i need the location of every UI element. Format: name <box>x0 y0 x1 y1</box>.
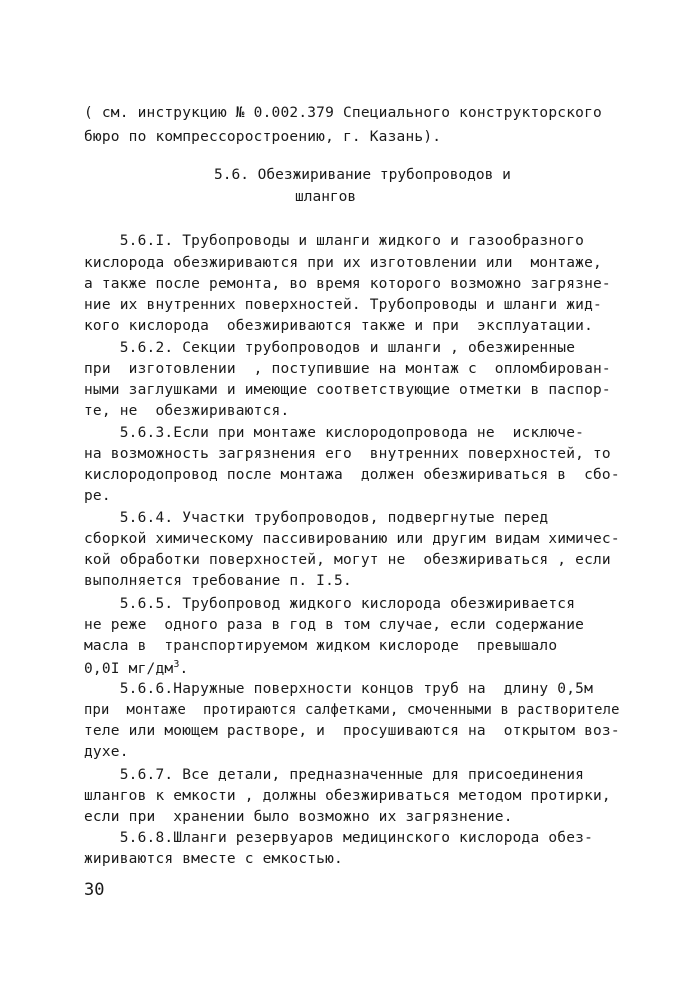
intro-line-2: бюро по компрессоростроению, г. Казань). <box>84 129 442 145</box>
para-1-line-3: а также после ремонта, во время которого возможно загрязне- <box>84 276 611 292</box>
para-4-line-3: кой обработки поверхностей, могут не обезжириваться , если <box>84 552 611 568</box>
para-4-line-2: сборкой химическому пассивированию или другим видам химичес- <box>84 531 620 547</box>
section-title-line-2: шлангов <box>295 189 357 205</box>
para-7-line-3: если при хранении было возможно их загрязнение. <box>84 809 513 825</box>
intro-line-1: ( см. инструкцию № 0.002.379 Специального конструкторского <box>84 105 602 121</box>
para-5-last-line: 0,0I мг/дм <box>84 661 174 677</box>
para-3-line-4: ре. <box>84 488 111 504</box>
para-5-line-3: масла в транспортируемом жидком кислороде превышало <box>84 638 558 654</box>
para-6-line-2: при монтаже протираются салфетками, смоченными в растворителе <box>84 702 620 718</box>
para-6-line-3: теле или моющем растворе, и просушиваются на открытом воз- <box>84 723 620 739</box>
para-2-line-4: те, не обезжириваются. <box>84 403 290 419</box>
para-6-line-1: 5.6.6.Наружные поверхности концов труб на длину 0,5м <box>84 681 593 697</box>
para-6-line-4: духе. <box>84 744 129 760</box>
para-1-line-4: ние их внутренних поверхностей. Трубопроводы и шланги жид- <box>84 297 602 313</box>
para-5-last-line-end: . <box>179 661 189 677</box>
para-3-line-2: на возможность загрязнения его внутренних поверхностей, то <box>84 446 611 462</box>
para-2-line-1: 5.6.2. Секции трубопроводов и шланги , обезжиренные <box>84 340 576 356</box>
para-5-line-4 <box>84 660 188 677</box>
para-3-line-3: кислородопровод после монтажа должен обезжириваться в сбо- <box>84 467 620 483</box>
page-number: 30 <box>84 880 105 900</box>
para-2-line-3: ными заглушками и имеющие соответствующие отметки в паспор- <box>84 382 611 398</box>
para-7-line-2: шлангов к емкости , должны обезжириваться методом протирки, <box>84 788 611 804</box>
para-1-line-2: кислорода обезжириваются при их изготовлении или монтаже, <box>84 255 602 271</box>
para-1-line-1: 5.6.I. Трубопроводы и шланги жидкого и газообразного <box>84 233 585 249</box>
para-4-line-1: 5.6.4. Участки трубопроводов, подвергнутые перед <box>84 510 549 526</box>
para-3-line-1: 5.6.3.Если при монтаже кислородопровода не исключе- <box>84 425 585 441</box>
para-2-line-2: при изготовлении , поступившие на монтаж с опломбирован- <box>84 361 611 377</box>
para-5-line-1: 5.6.5. Трубопровод жидкого кислорода обезжиривается <box>84 596 576 612</box>
para-7-line-1: 5.6.7. Все детали, предназначенные для присоединения <box>84 767 585 783</box>
para-1-line-5: кого кислорода обезжириваются также и при эксплуатации. <box>84 318 593 334</box>
para-8-line-1: 5.6.8.Шланги резервуаров медицинского кислорода обез- <box>84 830 593 846</box>
section-title-line-1: 5.6. Обезжиривание трубопроводов и <box>214 167 511 183</box>
para-4-line-4: выполняется требование п. I.5. <box>84 573 352 589</box>
para-5-line-2: не реже одного раза в год в том случае, если содержание <box>84 617 585 633</box>
para-8-line-2: жириваются вместе с емкостью. <box>84 851 343 867</box>
superscript-cubed: 3 <box>173 659 180 670</box>
